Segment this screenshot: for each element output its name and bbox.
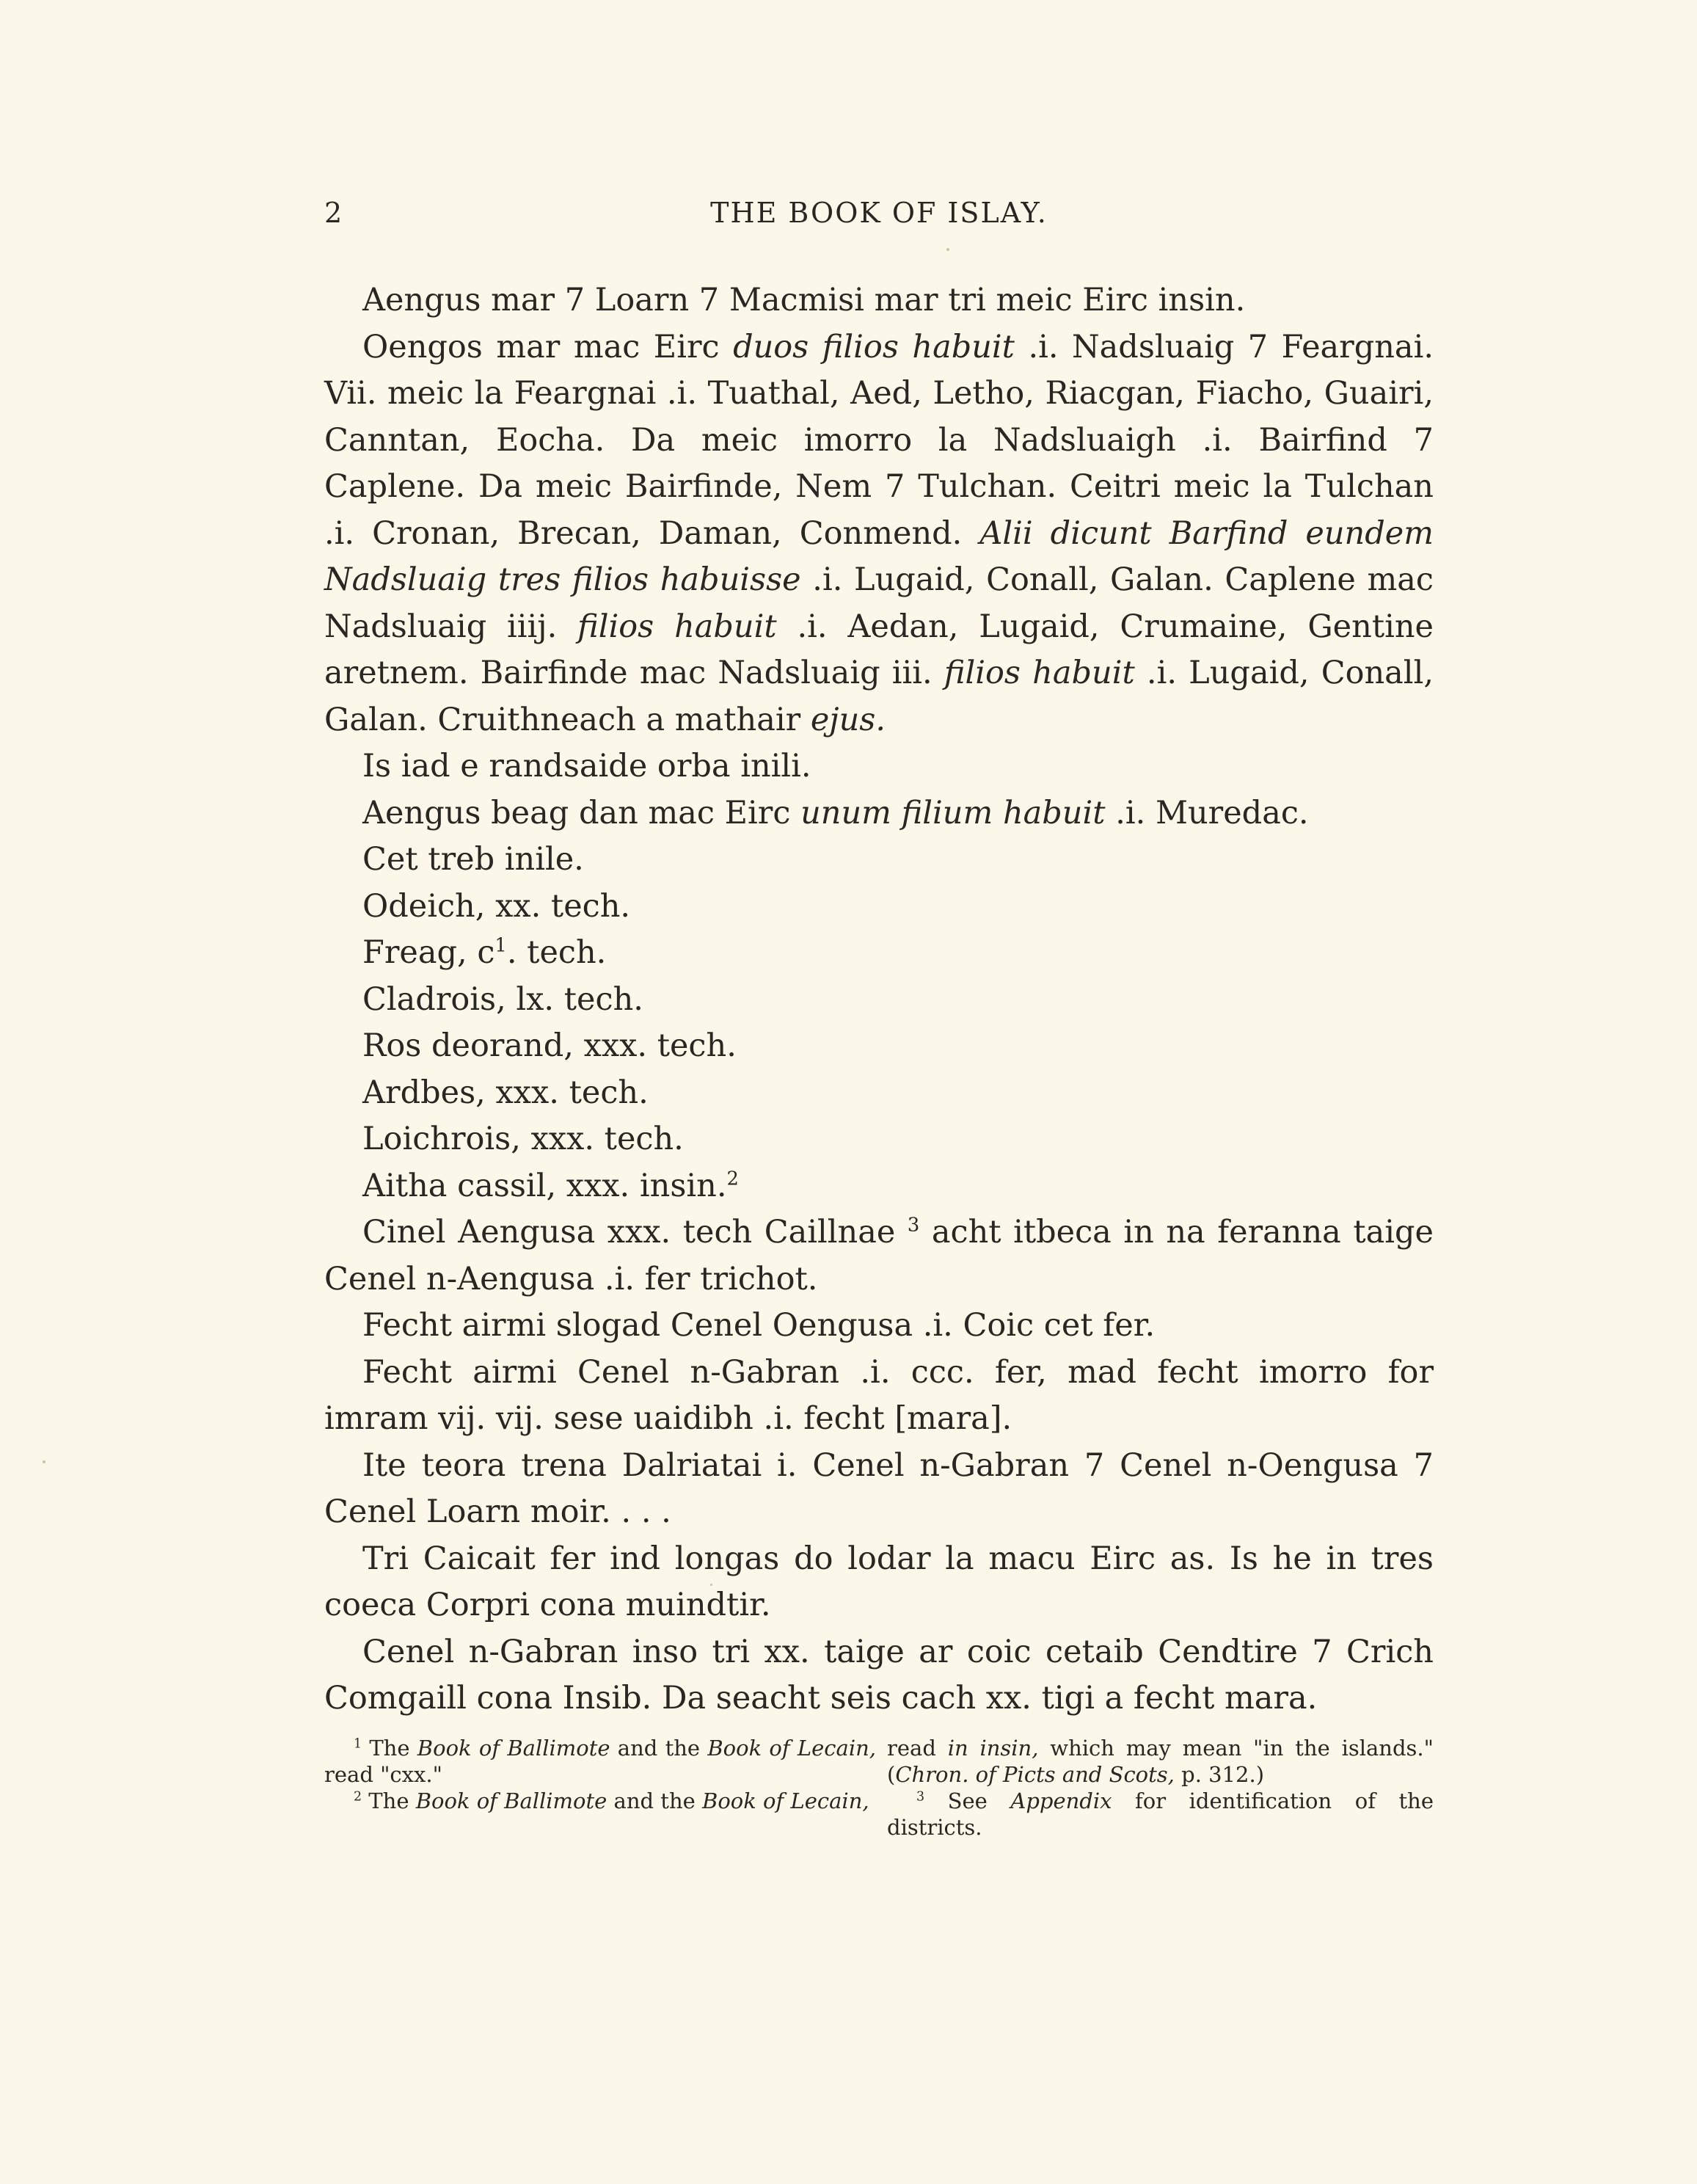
book-title: Chron. of Picts and Scots, <box>895 1762 1175 1787</box>
text-run: Cenel n-Gabran inso tri xx. taige ar coic cetaib Cendtire 7 Crich Comgaill cona Insib. Da seacht seis cach xx. tigi a fecht mara. <box>324 1633 1434 1717</box>
paragraph <box>324 790 1434 837</box>
text-run: Odeich, xx. tech. <box>362 887 631 925</box>
text-run: . tech. <box>506 934 607 971</box>
text-run: Ros deorand, xxx. tech. <box>362 1027 737 1064</box>
footnote-ref: 3 <box>907 1214 920 1237</box>
text-run: Oengos mar mac Eirc <box>362 328 734 365</box>
text-run: See <box>924 1788 1011 1813</box>
text-run: The <box>362 1788 416 1813</box>
paper-speck <box>946 248 949 251</box>
paragraph <box>324 837 1434 884</box>
text-run: .i. Aedan, Lugaid, Crumaine, Gentine aretnem. Bairfinde mac Nadsluaig iii. <box>324 608 1434 691</box>
text-run: and the <box>607 1788 703 1813</box>
list-item <box>324 1163 1434 1210</box>
latin-phrase: ejus. <box>810 701 886 738</box>
text-run: Cet treb inile. <box>362 841 584 878</box>
text-run: and the <box>610 1736 708 1761</box>
latin-phrase: Alii dicunt Barfind eundem Nadsluaig tres filios habuisse <box>324 514 1434 598</box>
text-run: The <box>362 1736 417 1761</box>
main-text <box>324 277 1434 1722</box>
text-run: Ite teora trena Dalriatai i. Cenel n-Gabran 7 Cenel n-Oengusa 7 Cenel Loarn moir. . . . <box>324 1446 1434 1530</box>
latin-phrase: in insin, <box>947 1736 1039 1761</box>
footnote-2 <box>324 1788 876 1814</box>
text-run: .i. Lugaid, Conall, Galan. Caplene mac Nadsluaig iiij. <box>324 561 1434 645</box>
paragraph <box>324 1350 1434 1443</box>
text-run: Cladrois, lx. tech. <box>362 980 643 1018</box>
paragraph <box>324 1536 1434 1629</box>
text-run: Loichrois, xxx. tech. <box>362 1121 684 1157</box>
text-run: Aitha cassil, xxx. insin. <box>362 1167 727 1204</box>
footnotes <box>324 1735 1434 1841</box>
footnote-number: 1 <box>354 1736 362 1752</box>
text-run: read "cxx." <box>324 1762 442 1787</box>
text-run: .i. Nadsluaig 7 Feargnai. Vii. meic la Feargnai .i. Tuathal, Aed, Letho, Riacgan, Fiacho, Guairi, Canntan, Eocha. Da meic imorro la Nadsluaigh .i. Bairfind 7 Caplene. Da meic Bairfinde, Nem 7 Tulchan. Ceitri meic la Tulchan .i. Cronan, Brecan, Daman, Conmend. <box>324 328 1434 552</box>
text-run: acht itbeca in na feranna taige Cenel n-Aengusa .i. fer trichot. <box>324 1214 1434 1297</box>
paragraph <box>324 324 1434 744</box>
list-item <box>324 1023 1434 1070</box>
text-run: .i. Lugaid, Conall, Galan. Cruithneach a mathair <box>324 655 1434 738</box>
list-item <box>324 930 1434 977</box>
text-run: p. 312.) <box>1174 1762 1265 1787</box>
paragraph <box>324 277 1434 324</box>
text-run: Is iad e randsaide orba inili. <box>362 748 811 785</box>
list-item <box>324 884 1434 931</box>
paragraph <box>324 1629 1434 1722</box>
list-item <box>324 1070 1434 1117</box>
footnote-3 <box>887 1788 1434 1841</box>
latin-phrase: filios habuit <box>944 655 1135 691</box>
book-title: Book of Lecain, <box>702 1788 869 1813</box>
text-run: Fecht airmi slogad Cenel Oengusa .i. Coic cet fer. <box>362 1307 1156 1344</box>
footnote-column-left <box>324 1735 876 1841</box>
paragraph <box>324 1303 1434 1350</box>
text-run: Ardbes, xxx. tech. <box>362 1074 649 1111</box>
paper-speck <box>710 1584 712 1586</box>
latin-phrase: unum filium habuit <box>800 794 1106 831</box>
paper-speck <box>43 1460 45 1463</box>
page-header <box>324 197 1434 241</box>
footnote-2-continued <box>887 1735 1434 1788</box>
text-run: Cinel Aengusa xxx. tech Caillnae <box>362 1214 908 1251</box>
text-run: Freag, c <box>362 934 495 971</box>
footnote-1 <box>324 1735 876 1788</box>
list-item <box>324 1116 1434 1163</box>
book-title: Book of Lecain, <box>707 1736 877 1761</box>
paragraph <box>324 1209 1434 1303</box>
book-title: Appendix <box>1010 1788 1112 1813</box>
text-run: read <box>887 1736 948 1761</box>
book-title: Book of Ballimote <box>417 1736 610 1761</box>
text-run: Aengus mar 7 Loarn 7 Macmisi mar tri meic Eirc insin. <box>362 282 1246 318</box>
footnote-ref: 1 <box>494 934 507 957</box>
running-title: THE BOOK OF ISLAY. <box>710 197 1048 229</box>
footnote-number: 2 <box>354 1789 362 1805</box>
footnote-number: 3 <box>916 1789 925 1805</box>
text-run: for identification of the districts. <box>887 1788 1434 1840</box>
footnote-ref: 2 <box>726 1168 739 1190</box>
text-run: Fecht airmi Cenel n-Gabran .i. ccc. fer, mad fecht imorro for imram vij. vij. sese uaidibh .i. fecht [mara]. <box>324 1353 1434 1437</box>
paragraph <box>324 1443 1434 1536</box>
latin-phrase: filios habuit <box>577 608 777 645</box>
text-run: Aengus beag dan mac Eirc <box>362 794 801 831</box>
latin-phrase: duos filios habuit <box>733 328 1015 365</box>
paragraph <box>324 743 1434 790</box>
footnote-column-right <box>887 1735 1434 1841</box>
text-run: Tri Caicait fer ind longas do lodar la macu Eirc as. Is he in tres coeca Corpri cona muindtir. <box>324 1540 1434 1623</box>
list-item <box>324 977 1434 1024</box>
book-title: Book of Ballimote <box>415 1788 607 1813</box>
text-run: which may mean "in the islands." ( <box>887 1736 1434 1787</box>
page-number: 2 <box>324 197 343 229</box>
text-run: .i. Muredac. <box>1105 794 1309 831</box>
